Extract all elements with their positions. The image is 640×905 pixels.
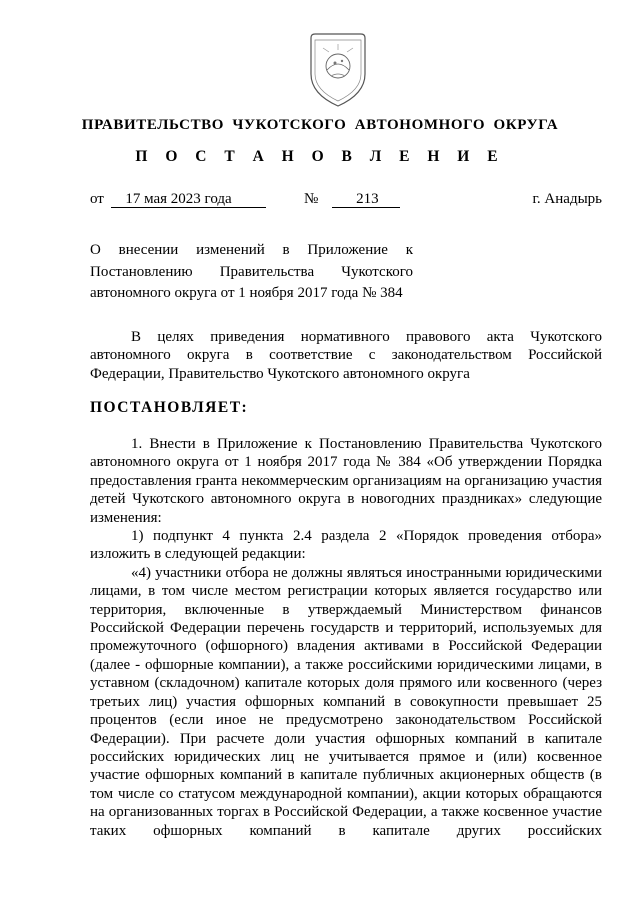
resolve-heading: ПОСТАНОВЛЯЕТ: [90, 399, 249, 416]
document-body [90, 435, 602, 840]
date-prefix: от [90, 191, 104, 207]
government-title: ПРАВИТЕЛЬСТВО ЧУКОТСКОГО АВТОНОМНОГО ОКРУГА [81, 117, 559, 133]
document-number [304, 191, 400, 208]
preamble-text: В целях приведения нормативного правового акта Чукотского автономного округа в соответствие с законодательством Российской Федерации, Правительство Чукотского автономного округа [90, 329, 602, 382]
number-value: 213 [332, 191, 400, 208]
number-sign: № [304, 191, 319, 207]
body-paragraph: «4) участники отбора не должны являться иностранными юридическими лицами, в том числе местом регистрации которых является государство или территория, включенные в утверждаемый Министерством финансов Российской Федерации перечень государств и территорий, используемых для промежуточного (офшорного) владения активами в Российской Федерации (далее - офшорные компании), а также российскими юридическими лицами, в уставном (складочном) капитале которых доля прямого или косвенного (через третьих лиц) участия офшорных компаний в совокупности превышает 25 процентов (если иное не предусмотрено законодательством Российской Федерации). При расчете доли участия офшорных компаний в капитале российских юридических лиц не учитывается прямое и (или) косвенное участие офшорных компаний в капитале публичных акционерных обществ (в том числе со статусом международной компании), акции которых обращаются на организованных торгах в Российской Федерации, а также косвенное участие таких офшорных компаний в капитале других российских [90, 564, 602, 839]
document-date [90, 191, 266, 208]
body-paragraph: 1) подпункт 4 пункта 2.4 раздела 2 «Порядок проведения отбора» изложить в следующей редакции: [90, 528, 602, 563]
preamble [90, 328, 602, 383]
body-paragraph: 1. Внести в Приложение к Постановлению Правительства Чукотского автономного округа от 1 ноября 2017 года № 384 «Об утверждении Порядка предоставления гранта некоммерческим организациям на организацию участия детей Чукотского автономного округа в новогодних праздниках» следующие изменения: [90, 436, 602, 526]
date-value: 17 мая 2023 года [111, 191, 266, 208]
document-city: г. Анадырь [532, 191, 602, 207]
coat-of-arms-icon [305, 30, 371, 110]
document-type: П О С Т А Н О В Л Е Н И Е [135, 148, 505, 165]
document-subject: О внесении изменений в Приложение к Постановлению Правительства Чукотского автономного округа от 1 ноября 2017 года № 384 [90, 242, 413, 301]
